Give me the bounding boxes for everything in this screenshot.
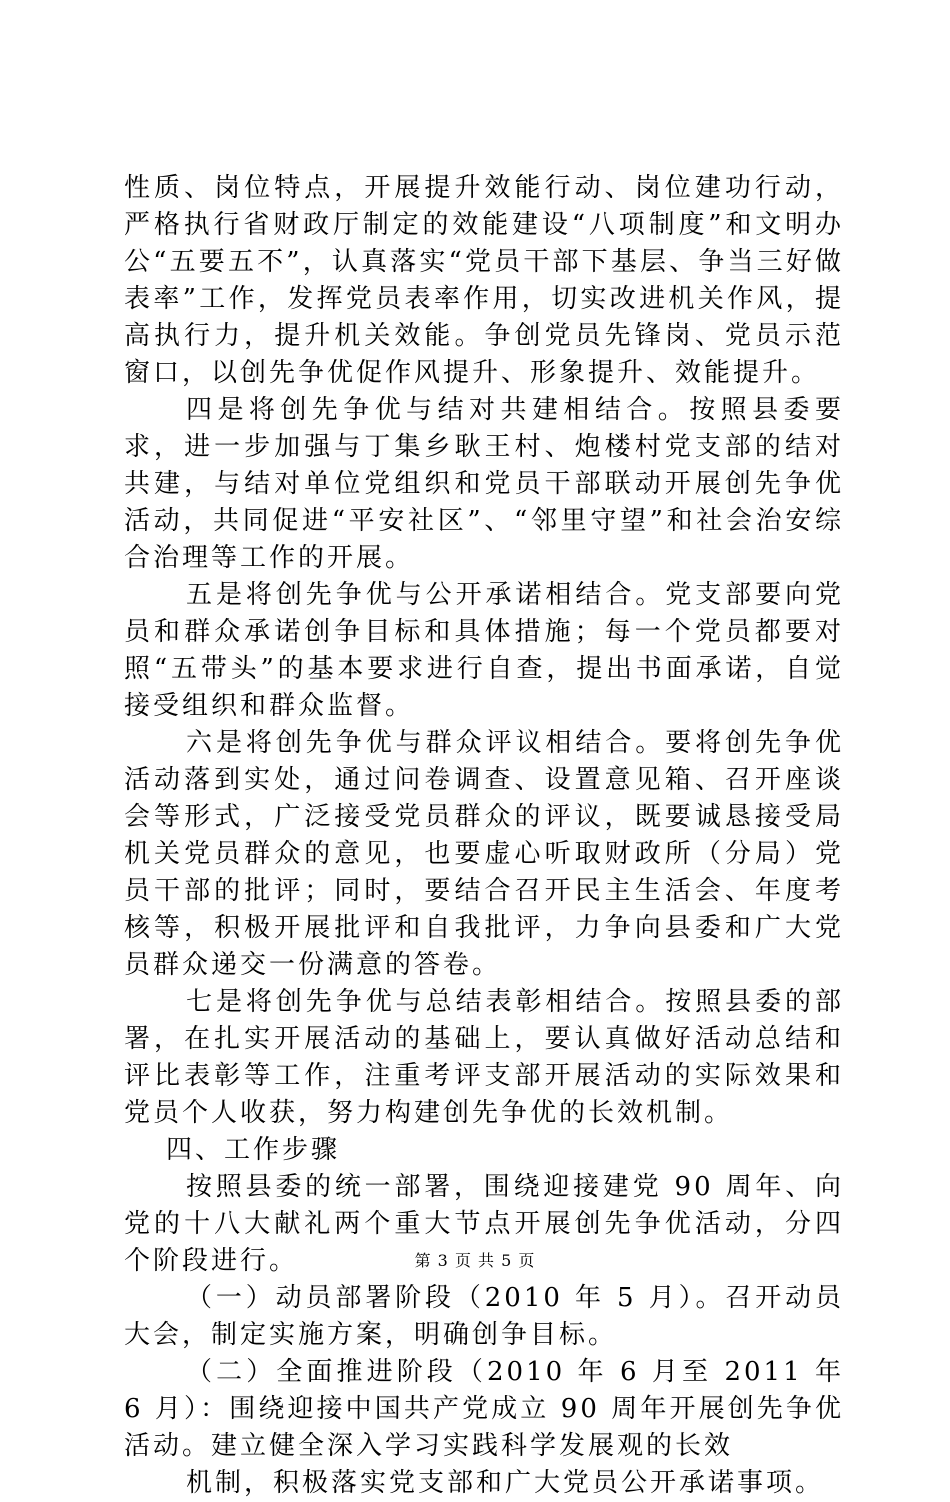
paragraph-stage-two-continued: 机制，积极落实党支部和广大党员公开承诺事项。 <box>186 1468 825 1498</box>
paragraph-continuation: 性质、岗位特点，开展提升效能行动、岗位建功行动，严格执行省财政厅制定的效能建设“八项制度”和文明办公“五要五不”，认真落实“党员干部下基层、争当三好做表率”工作，发挥党员表率作用，切实改进机关作风，提高执行力，提升机关效能。争创党员先锋岗、党员示范窗口，以创先争优促作风提升、形象提升、效能提升。 <box>124 173 844 388</box>
paragraph-stage-two: （二）全面推进阶段（2010 年 6 月至 2011 年 6 月）：围绕迎接中国共产党成立 90 周年开展创先争优活动。建立健全深入学习实践科学发展观的长效 <box>124 1357 844 1461</box>
paragraph-point-six: 六是将创先争优与群众评议相结合。要将创先争优活动落到实处，通过问卷调查、设置意见箱、召开座谈会等形式，广泛接受党员群众的评议，既要诚恳接受局机关党员群众的意见，也要虚心听取财政所（分局）党员干部的批评；同时，要结合召开民主生活会、年度考核等，积极开展批评和自我批评，力争向县委和广大党员群众递交一份满意的答卷。 <box>124 728 844 980</box>
paragraph-stage-one: （一）动员部署阶段（2010 年 5 月）。召开动员大会，制定实施方案，明确创争目标。 <box>124 1283 844 1350</box>
paragraph-point-four: 四是将创先争优与结对共建相结合。按照县委要求，进一步加强与丁集乡耿王村、炮楼村党支部的结对共建，与结对单位党组织和党员干部联动开展创先争优活动，共同促进“平安社区”、“邻里守望”和社会治安综合治理等工作的开展。 <box>124 395 844 573</box>
paragraph-point-five: 五是将创先争优与公开承诺相结合。党支部要向党员和群众承诺创争目标和具体措施；每一个党员都要对照“五带头”的基本要求进行自查，提出书面承诺，自觉接受组织和群众监督。 <box>124 580 844 721</box>
paragraph-work-steps-intro: 按照县委的统一部署，围绕迎接建党 90 周年、向党的十八大献礼两个重大节点开展创先争优活动，分四个阶段进行。 <box>124 1172 844 1276</box>
section-heading-work-steps: 四、工作步骤 <box>166 1135 341 1165</box>
document-body <box>124 170 844 1502</box>
page-number-footer: 第 3 页 共 5 页 <box>414 1251 536 1270</box>
paragraph-point-seven: 七是将创先争优与总结表彰相结合。按照县委的部署，在扎实开展活动的基础上，要认真做好活动总结和评比表彰等工作，注重考评支部开展活动的实际效果和党员个人收获，努力构建创先争优的长效机制。 <box>124 987 844 1128</box>
